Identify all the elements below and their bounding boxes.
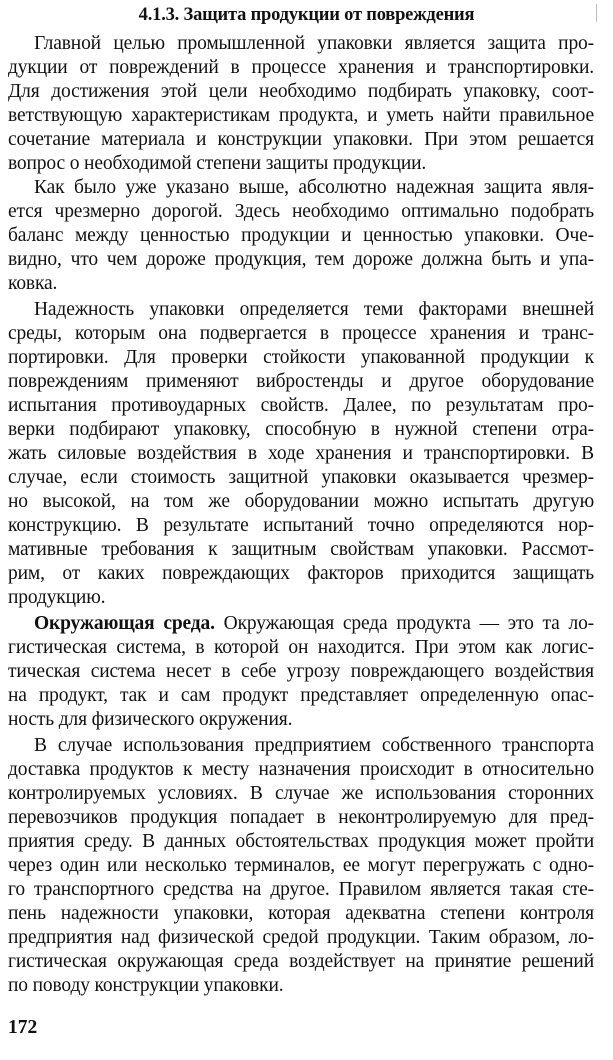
text-line: среды, которым она подвергается в процессе хранения и транс- [8, 323, 594, 344]
text-line: дукции от повреждений в процессе хранения и транспортировки. [8, 57, 594, 78]
text-line: повреждениям применяют вибростенды и другое оборудование [8, 371, 594, 392]
text-line: гистическая окружающая среда воздействует на принятие решений [8, 951, 594, 972]
text-line: го транспортного средства на другое. Правилом является такая сте- [8, 879, 594, 900]
text-line: рим, от каких повреждающих факторов приходится защищать [8, 563, 594, 584]
text-line: пень надежности упаковки, которая адекватна степени контроля [8, 903, 594, 924]
text-line: тическая система несет в себе угрозу повреждающего воздействия [8, 661, 594, 682]
margin-mark [596, 4, 597, 22]
text-line: портировки. Для проверки стойкости упакованной продукции к [8, 347, 594, 368]
text-line: испытания противоударных свойств. Далее, по результатам про- [8, 395, 594, 416]
text-line: верки подбирают упаковку, способную в нужной степени отра- [8, 419, 594, 440]
text-line: гистическая система, в которой он находится. При этом как логис- [8, 637, 594, 658]
text-line: Как было уже указано выше, абсолютно надежная защита явля- [34, 177, 594, 198]
text-line: на продукт, так и сам продукт представляет определенную опас- [8, 685, 594, 706]
text-line: сочетание материала и конструкции упаковки. При этом решается [8, 129, 594, 150]
text-line: перевозчиков продукция попадает в неконтролируемую для пред- [8, 807, 594, 828]
text-line: предприятия над физической средой продукции. Таким образом, ло- [8, 927, 594, 948]
text-line: ность для физического окружения. [8, 709, 293, 730]
text-line: по поводу конструкции упаковки. [8, 975, 284, 996]
text-line: контролируемых условиях. В случае же использования сторонних [8, 783, 594, 804]
text-line: мативные требования к защитным свойствам упаковки. Рассмот- [8, 539, 594, 560]
text-line: ветствующую характеристикам продукта, и уметь найти правильное [8, 105, 594, 126]
text-line: Главной целью промышленной упаковки является защита про- [34, 33, 594, 54]
text-line: конструкцию. В результате испытаний точно определяются нор- [8, 515, 594, 536]
paragraph-lead: Окружающая среда. [34, 613, 215, 634]
text-line [34, 612, 594, 636]
text-line: ется чрезмерно дорогой. Здесь необходимо оптимально подобрать [8, 201, 594, 222]
text-line: Надежность упаковки определяется теми факторами внешней [34, 299, 594, 320]
text-line: приятия среду. В данных обстоятельствах продукция может пройти [8, 831, 594, 852]
text-line: но высокой, на том же оборудовании можно испытать другую [8, 491, 594, 512]
text-line: видно, что чем дороже продукция, тем дороже должна быть и упа- [8, 249, 594, 270]
text-line: через один или несколько терминалов, ее могут перегружать с одно- [8, 855, 594, 876]
page-number: 172 [8, 1017, 38, 1038]
text-line: жать силовые воздействия в ходе хранения и транспортировки. В [8, 443, 594, 464]
text-line: вопрос о необходимой степени защиты продукции. [8, 153, 427, 174]
text-line: случае, если стоимость защитной упаковки оказывается чрезмер- [8, 467, 594, 488]
text-line: баланс между ценностью продукции и ценностью упаковки. Оче- [8, 225, 594, 246]
text-line: ковка. [8, 273, 58, 294]
text-line: продукцию. [8, 587, 106, 608]
text-line: Для достижения этой цели необходимо подбирать упаковку, соот- [8, 81, 594, 102]
section-heading: 4.1.3. Защита продукции от повреждения [138, 5, 475, 25]
text-line: В случае использования предприятием собственного транспорта [34, 735, 594, 756]
text-line: доставка продуктов к месту назначения происходит в относительно [8, 759, 594, 780]
paragraph-lead-continuation: Окружающая среда продукта — это та ло- [214, 613, 595, 634]
